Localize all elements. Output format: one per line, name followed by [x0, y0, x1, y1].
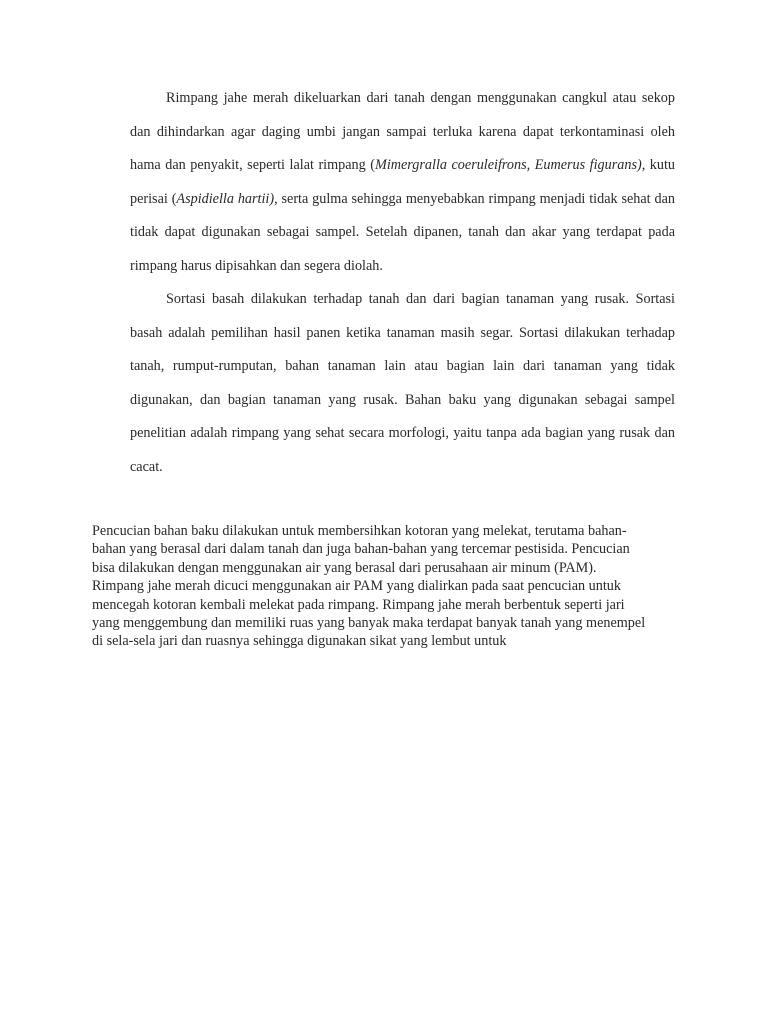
paragraph-pencucian: Pencucian bahan baku dilakukan untuk membersihkan kotoran yang melekat, terutama bahan-bahan yang berasal dari dalam tanah dan juga bahan-bahan yang tercemar pestisida. Pencucian bisa dilakukan dengan menggunakan air yang berasal dari perusahaan air minum (PAM). Rimpang jahe merah dicuci menggunakan air PAM yang dialirkan pada saat pencucian untuk mencegah kotoran kembali melekat pada rimpang. Rimpang jahe merah berbentuk seperti jari yang menggembung dan memiliki ruas yang banyak maka terdapat banyak tanah yang menempel di sela-sela jari dan ruasnya sehingga digunakan sikat yang lembut untuk [92, 523, 646, 650]
species-name-lalat-rimpang: Mimergralla coeruleifrons, Eumerus figurans) [375, 157, 642, 173]
paragraph-harvest [130, 82, 675, 283]
paragraph-harvest-text-2: , kutu perisai ( [130, 157, 675, 207]
formatted-text-block [130, 82, 675, 484]
paragraph-sortasi: Sortasi basah dilakukan terhadap tanah dan dari bagian tanaman yang rusak. Sortasi basah adalah pemilihan hasil panen ketika tanaman masih segar. Sortasi dilakukan terhadap tanah, rumput-rumputan, bahan tanaman lain atau bagian lain dari tanaman yang tidak digunakan, dan bagian tanaman yang rusak. Bahan baku yang digunakan sebagai sampel penelitian adalah rimpang yang sehat secara morfologi, yaitu tanpa ada bagian yang rusak dan cacat. [130, 291, 675, 475]
species-name-kutu-perisai: Aspidiella hartii) [176, 190, 275, 207]
paragraph-harvest-text-3: , serta gulma sehingga menyebabkan rimpang menjadi tidak sehat dan tidak dapat digunakan sebagai sampel. Setelah dipanen, tanah dan akar yang terdapat pada rimpang harus dipisahkan dan segera diolah. [130, 190, 675, 274]
paragraph-harvest-text-1: Rimpang jahe merah dikeluarkan dari tanah dengan menggunakan cangkul atau sekop dan dihindarkan agar daging umbi jangan sampai terluka karena dapat terkontaminasi oleh hama dan penyakit, seperti lalat rimpang ( [130, 90, 675, 173]
